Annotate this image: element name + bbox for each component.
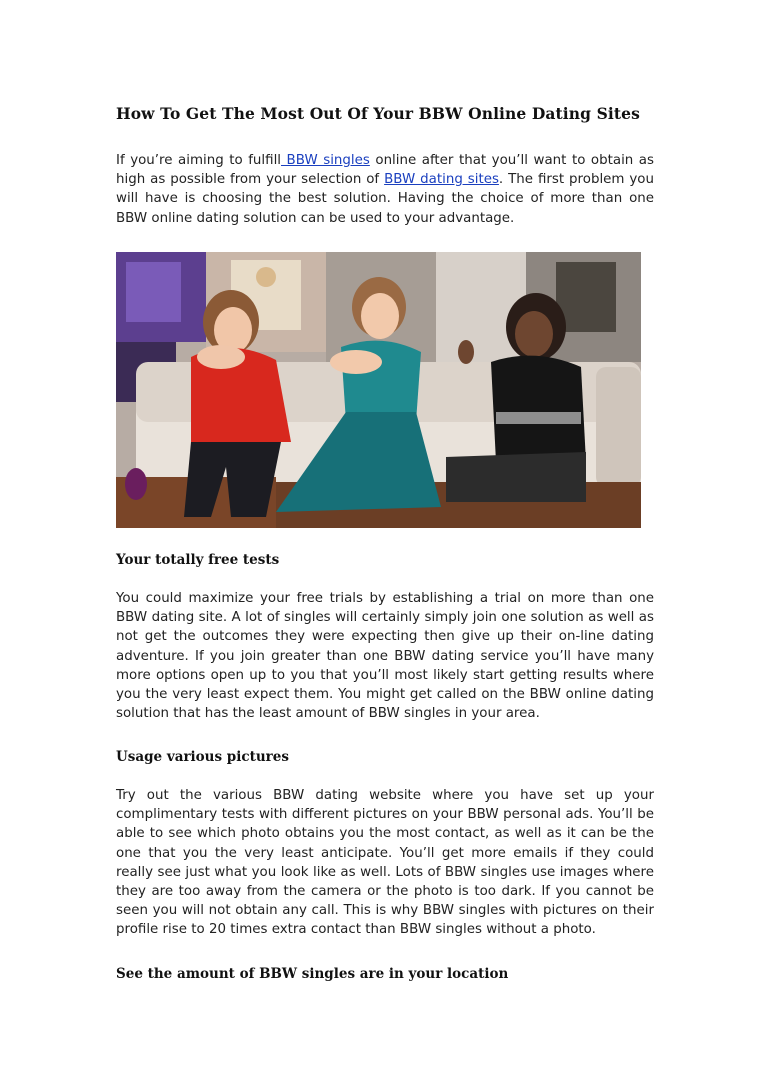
bbw-singles-link[interactable]: BBW singles [281,153,370,168]
intro-text-1: If you’re aiming to fulfill [116,153,282,168]
intro-text-2: online after that you’ll want to obtain as high as possible from your selection of [116,153,654,188]
section-body-pictures: Try out the various BBW dating website where you have set up your complimentary tests with different pictures on your BBW personal ads. You’ll be able to see which photo obtains you the most contact, as well as it can be the one that you the very least anticipate. You’ll get more emails if they could really see just what you look like as well. Lots of BBW singles use images where they are too away from the camera or the photo is too dark. If you cannot be seen you will not obtain any call. This is why BBW singles with pictures on their profile rise to 20 times extra contact than BBW singles without a photo. [116,788,654,938]
intro-text-3: . The first problem you will have is choosing the best solution. Having the choice of more than one BBW online dating solution can be used to your advantage. [116,172,654,226]
page-title: How To Get The Most Out Of Your BBW Online Dating Sites [116,104,640,123]
intro-paragraph [116,151,654,228]
talk-show-photo [116,252,641,528]
bbw-dating-sites-link[interactable]: BBW dating sites [384,172,499,188]
section-body-free-tests: You could maximize your free trials by establishing a trial on more than one BBW dating site. A lot of singles will certainly simply join one solution as well as not get the outcomes they were expecting then give up their on-line dating adventure. If you join greater than one BBW dating service you’ll have many more options open up to you that you’ll most likely start getting results where you the very least expect them. You might get called on the BBW online dating solution that has the least amount of BBW singles in your area. [116,591,654,722]
section-heading-free-tests: Your totally free tests [116,552,280,568]
section-heading-location: See the amount of BBW singles are in your location [116,966,509,982]
section-heading-pictures: Usage various pictures [116,749,289,765]
